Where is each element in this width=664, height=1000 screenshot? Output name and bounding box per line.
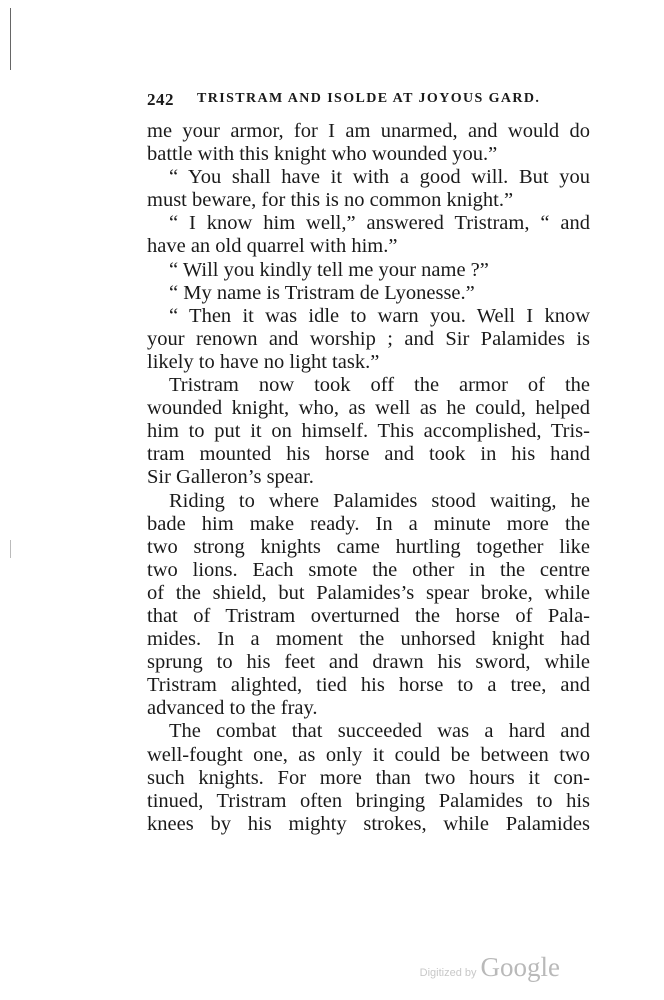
text-line: battle with this knight who wounded you.”: [147, 143, 498, 166]
text-line: bade him make ready. In a minute more the: [147, 512, 590, 535]
text-line: two strong knights came hurtling together like: [147, 535, 590, 558]
text-line: advanced to the fray.: [147, 697, 318, 720]
text-line: must beware, for this is no common knight.”: [147, 189, 514, 212]
running-head: TRISTRAM AND ISOLDE AT JOYOUS GARD.: [197, 91, 541, 106]
page-number: 242: [147, 90, 174, 109]
text-line: well-fought one, as only it could be between two: [147, 743, 590, 766]
text-line: that of Tristram overturned the horse of Pala-: [147, 604, 590, 627]
text-line: me your armor, for I am unarmed, and would do: [147, 120, 590, 142]
text-line: Riding to where Palamides stood waiting, he: [169, 489, 590, 512]
digitized-by-google-watermark: [420, 952, 560, 983]
text-line: “ Then it was idle to warn you. Well I know: [169, 304, 590, 327]
google-logo: Google: [480, 952, 560, 982]
text-line: two lions. Each smote the other in the centre: [147, 558, 590, 581]
text-line: sprung to his feet and drawn his sword, while: [147, 651, 590, 674]
page-edge-mark: [10, 540, 11, 558]
text-line: “ Will you kindly tell me your name ?”: [169, 258, 489, 281]
text-line: your renown and worship ; and Sir Palamides is: [147, 327, 590, 350]
text-line: knees by his mighty strokes, while Palamides: [147, 812, 590, 835]
text-line: mides. In a moment the unhorsed knight had: [147, 628, 590, 651]
text-line: wounded knight, who, as well as he could, helped: [147, 397, 590, 420]
text-line: likely to have no light task.”: [147, 350, 380, 373]
text-line: “ You shall have it with a good will. But you: [169, 166, 590, 189]
text-line: of the shield, but Palamides’s spear broke, while: [147, 581, 590, 604]
text-line: Tristram alighted, tied his horse to a tree, and: [147, 674, 590, 697]
digitized-by-label: Digitized by: [419, 967, 477, 979]
body-text: [147, 120, 590, 836]
text-line: have an old quarrel with him.”: [147, 235, 398, 258]
text-line: The combat that succeeded was a hard and: [169, 720, 590, 743]
page-edge-line: [10, 8, 11, 70]
page-header: [147, 90, 590, 114]
text-line: tram mounted his horse and took in his hand: [147, 443, 590, 466]
text-line: “ My name is Tristram de Lyonesse.”: [169, 281, 475, 304]
text-line: such knights. For more than two hours it con-: [147, 766, 590, 789]
text-line: him to put it on himself. This accomplished, Tris-: [147, 420, 590, 443]
text-line: “ I know him well,” answered Tristram, “ and: [169, 212, 590, 235]
text-line: Sir Galleron’s spear.: [147, 466, 314, 489]
text-line: Tristram now took off the armor of the: [169, 374, 590, 397]
text-line: tinued, Tristram often bringing Palamides to his: [147, 789, 590, 812]
